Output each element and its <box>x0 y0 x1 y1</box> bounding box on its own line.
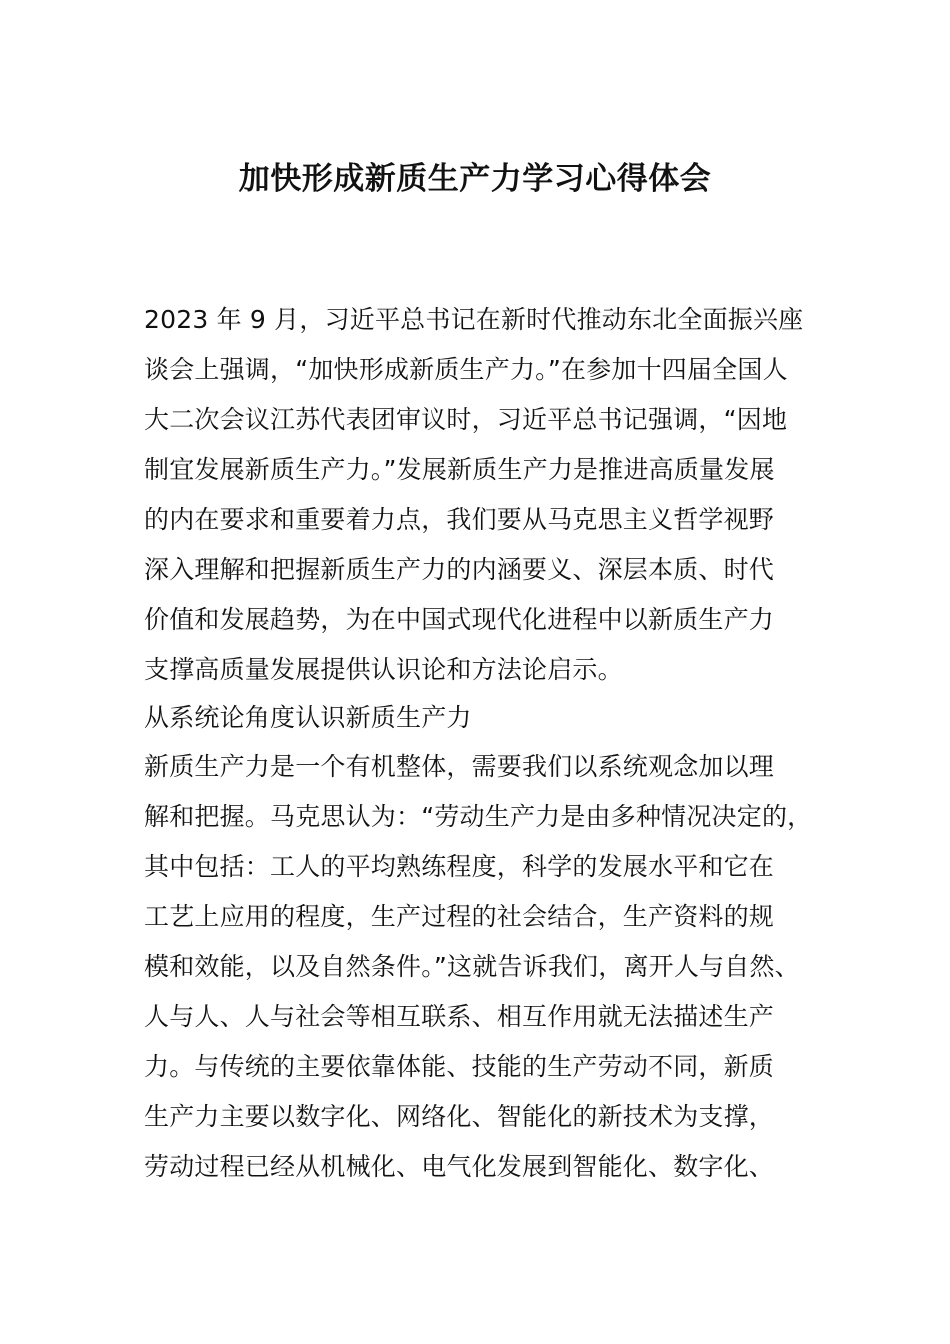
paragraph-line: 人与人、人与社会等相互联系、相互作用就无法描述生产 <box>144 1002 775 1031</box>
paragraph-line: 制宜发展新质生产力。”发展新质生产力是推进高质量发展 <box>144 455 775 484</box>
document-title: 加快形成新质生产力学习心得体会 <box>238 161 712 197</box>
paragraph-line: 谈会上强调，“加快形成新质生产力。”在参加十四届全国人 <box>144 355 788 384</box>
paragraph-line: 2023 年 9 月，习近平总书记在新时代推动东北全面振兴座 <box>144 305 804 334</box>
paragraph-line: 新质生产力是一个有机整体，需要我们以系统观念加以理 <box>144 752 775 781</box>
section-heading: 从系统论角度认识新质生产力 <box>144 703 472 732</box>
paragraph-line: 大二次会议江苏代表团审议时，习近平总书记强调，“因地 <box>144 405 788 434</box>
paragraph-line: 其中包括：工人的平均熟练程度，科学的发展水平和它在 <box>144 852 775 881</box>
paragraph-line: 生产力主要以数字化、网络化、智能化的新技术为支撑， <box>144 1102 775 1131</box>
paragraph-line: 工艺上应用的程度，生产过程的社会结合，生产资料的规 <box>144 902 775 931</box>
paragraph-line: 深入理解和把握新质生产力的内涵要义、深层本质、时代 <box>144 555 775 584</box>
paragraph-line: 劳动过程已经从机械化、电气化发展到智能化、数字化、 <box>144 1152 775 1181</box>
paragraph-line: 价值和发展趋势，为在中国式现代化进程中以新质生产力 <box>144 605 775 634</box>
paragraph-line: 力。与传统的主要依靠体能、技能的生产劳动不同，新质 <box>144 1052 775 1081</box>
paragraph-line: 支撑高质量发展提供认识论和方法论启示。 <box>144 655 623 684</box>
paragraph-line: 解和把握。马克思认为：“劳动生产力是由多种情况决定的， <box>144 802 813 831</box>
paragraph-line: 模和效能，以及自然条件。”这就告诉我们，离开人与自然、 <box>144 952 800 981</box>
paragraph-line: 的内在要求和重要着力点，我们要从马克思主义哲学视野 <box>144 505 775 534</box>
